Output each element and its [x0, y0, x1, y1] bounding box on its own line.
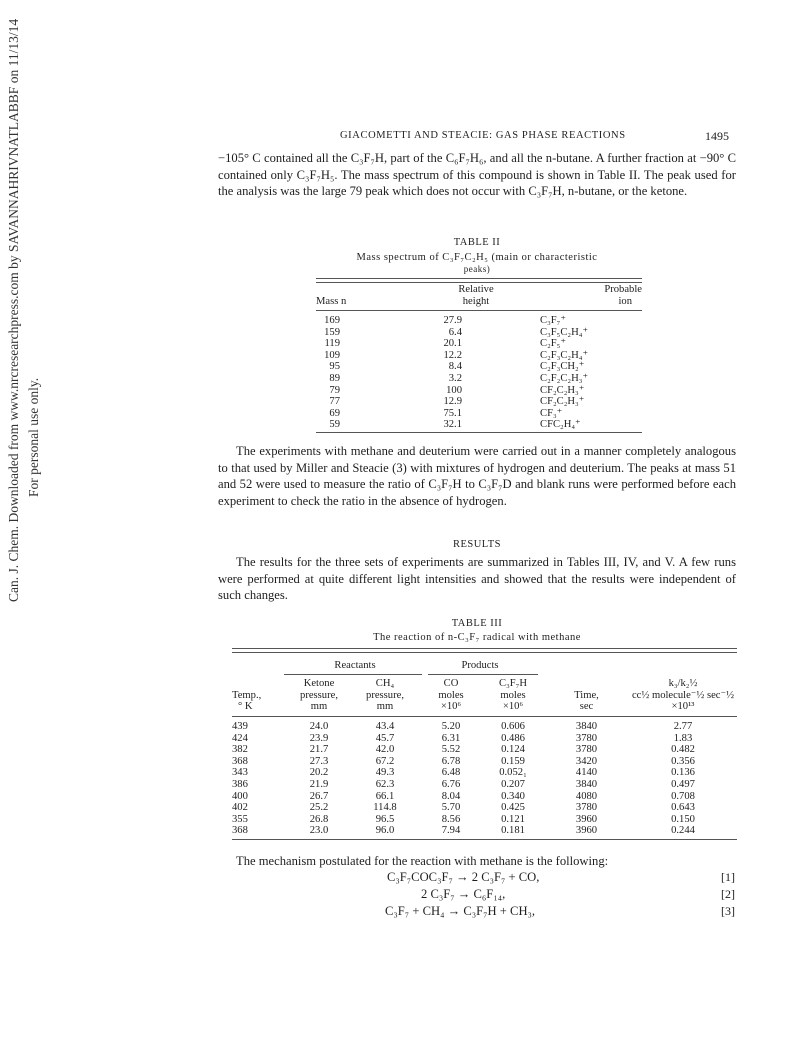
table3-cell-k: 0.482	[671, 744, 695, 756]
equation-2-number: [2]	[721, 887, 735, 901]
running-title: GIACOMETTI AND STEACIE: GAS PHASE REACTIONS	[340, 130, 626, 141]
table2-cell-height: 12.9	[443, 396, 462, 408]
table3-cell-co: 6.31	[441, 732, 461, 744]
paragraph-3-text: The results for the three sets of experiments are summarized in Tables III, IV, and V. A few runs were performed at quite different light intensities and showed that the results were independent of such changes.	[218, 555, 736, 603]
table3-cell-ketone: 26.8	[309, 813, 329, 825]
table2-cell-mass: 119	[324, 338, 340, 350]
table2-bottom-rule	[316, 432, 642, 433]
paragraph-3	[218, 554, 736, 604]
table3-cell-ketone: 21.9	[309, 778, 329, 790]
table3-cell-temp: 402	[232, 802, 248, 814]
table3-row	[232, 825, 737, 837]
download-notice-line1: Can. J. Chem. Downloaded from www.nrcresearchpress.com by SAVANNAHRIVNATLABBF on 11/13/14	[6, 18, 21, 602]
table3-h-ch4-3: mm	[376, 701, 394, 713]
table2-col-height-1: Relative	[458, 284, 494, 295]
table3-row	[232, 756, 737, 768]
table3-cell-k: 0.643	[671, 802, 695, 814]
table3-cell-ch4: 96.0	[375, 825, 395, 837]
table2-cell-ion: C₂F₃C₂H₄⁺	[540, 349, 589, 361]
table3-cell-k: 0.356	[671, 755, 695, 767]
table3-cell-c3f7h: 0.486	[501, 732, 525, 744]
table3-row	[232, 767, 737, 779]
table2-header-rule	[316, 310, 642, 311]
page-number: 1495	[705, 129, 729, 143]
table3-cell-time: 4140	[575, 767, 598, 779]
table3-cell-ketone: 23.0	[309, 825, 329, 837]
table3-h-ketone-3: mm	[310, 701, 328, 713]
table3-cell-ch4: 96.5	[375, 813, 395, 825]
table3-h-ketone-2: pressure,	[300, 689, 338, 701]
table3-cell-ch4: 42.0	[375, 744, 395, 756]
table3-cell-temp: 424	[232, 732, 248, 744]
table3-bottom-rule	[232, 839, 737, 840]
paragraph-1	[218, 150, 736, 200]
table2-header-row1	[316, 284, 642, 296]
table2-row	[316, 385, 588, 397]
table3-top-rule	[232, 648, 737, 653]
table3-h-co-1: CO	[443, 678, 459, 689]
table2-col-mass-blank	[316, 284, 426, 296]
table2-row	[316, 361, 588, 373]
table3-row	[232, 791, 737, 803]
table3-cell-c3f7h: 0.181	[501, 825, 525, 837]
table3-cell-time: 3840	[575, 778, 598, 790]
table3-row	[232, 802, 737, 814]
table3-h-k-3: ×10¹³	[671, 701, 695, 713]
table3-cell-ch4: 66.1	[375, 790, 395, 802]
table2-cell-ion: C₃F₅C₂H₄⁺	[540, 326, 589, 338]
table2-col-mass: Mass n	[316, 295, 347, 307]
table2-cell-ion: CF₂C₂H₃⁺	[540, 396, 585, 408]
table2-cell-height: 6.4	[448, 326, 462, 338]
table3-cell-co: 5.70	[441, 802, 461, 814]
table3-h-ch4-2: pressure,	[366, 689, 404, 701]
table2-cell-ion: CFC₂H₄⁺	[540, 419, 581, 431]
table3-cell-co: 5.52	[441, 744, 461, 756]
table3-group-products: Products	[461, 660, 499, 671]
table3-label: TABLE III	[451, 618, 503, 629]
table2-col-height-2: height	[462, 295, 490, 307]
table3-cell-k: 0.497	[671, 778, 695, 790]
table2-label: TABLE II	[453, 237, 501, 248]
table3-products-rule	[428, 674, 538, 675]
paragraph-2-text: The experiments with methane and deuterium were carried out in a manner completely analogous to that used by Miller and Steacie (3) with mixtures of hydrogen and deuterium. The peaks at mass 51 and 52 were used to measure the ratio of C₃F₇H to C₃F₇D and blank runs were performed before each experiment to check the ratio in the absence of hydrogen.	[218, 444, 736, 508]
table2-col-ion-2: ion	[618, 295, 632, 307]
table2-row	[316, 419, 588, 431]
table3-h-temp-blank	[232, 678, 288, 690]
table2	[316, 284, 642, 307]
table3-cell-temp: 400	[232, 790, 248, 802]
table3-cell-time: 3780	[575, 744, 598, 756]
paragraph-4	[218, 853, 736, 870]
table3-cell-time: 3960	[575, 825, 598, 837]
table3-group-reactants: Reactants	[334, 660, 376, 671]
table3-cell-k: 0.244	[671, 825, 695, 837]
table2-cell-height: 32.1	[443, 419, 462, 431]
table3-h-ch4-1: CH₄	[375, 678, 395, 689]
table3-cell-k: 0.136	[671, 767, 695, 779]
table2-row	[316, 338, 588, 350]
table3-cell-k: 0.708	[671, 790, 695, 802]
table2-cell-mass: 89	[329, 372, 340, 384]
table2-cell-height: 75.1	[443, 407, 462, 419]
table2-row	[316, 396, 588, 408]
table2-row	[316, 315, 588, 327]
table2-cell-mass: 77	[329, 396, 340, 408]
table3-cell-k: 0.150	[671, 813, 695, 825]
table2-cell-mass: 69	[329, 407, 340, 419]
table3-cell-k: 2.77	[673, 721, 693, 732]
table3-h-k-2: cc½ molecule⁻½ sec⁻½	[631, 689, 735, 701]
table2-cell-ion: C₂F₃CH₂⁺	[540, 361, 585, 373]
table3-cell-ketone: 21.7	[309, 744, 329, 756]
table2-cell-height: 27.9	[443, 315, 462, 326]
table3-cell-co: 6.48	[441, 767, 461, 779]
table2-cell-ion: CF₂C₂H₃⁺	[540, 384, 585, 396]
table3-cell-temp: 386	[232, 778, 248, 790]
table3-h-co-3: ×10⁶	[440, 701, 462, 713]
table3-cell-c3f7h: 0.340	[501, 790, 525, 802]
table3-cell-ketone: 26.7	[309, 790, 329, 802]
table3-cell-ch4: 114.8	[373, 802, 397, 814]
table3-cell-co: 6.78	[441, 755, 461, 767]
table3-caption: The reaction of n-C₃F₇ radical with methane	[373, 632, 581, 643]
table3-cell-co: 8.04	[441, 790, 461, 802]
table3-reactants-rule	[284, 674, 422, 675]
table2-row	[316, 327, 588, 339]
table3-cell-co: 7.94	[441, 825, 461, 837]
table3-body	[232, 721, 737, 837]
table2-body	[316, 315, 588, 431]
table3-row	[232, 721, 737, 733]
table2-cell-ion: CF₃⁺	[540, 407, 563, 419]
table3-cell-temp: 382	[232, 744, 248, 756]
table3-cell-k: 1.83	[673, 732, 693, 744]
table3-row	[232, 779, 737, 791]
table3-cell-c3f7h: 0.606	[501, 721, 525, 732]
table3-h-ketone-1: Ketone	[303, 678, 335, 689]
download-notice	[6, 19, 22, 602]
table3-h-c3f7h-3: ×10⁶	[502, 701, 524, 713]
paragraph-1-text: −105° C contained all the C₃F₇H, part of the C₆F₇H₆, and all the n-butane. A further fraction at −90° C contained only C₃F₇H₅. The mass spectrum of this compound is shown in Table II. The peak used for the analysis was the large 79 peak which does not occur with C₃F₇H, n-butane, or the ketone.	[218, 151, 736, 199]
table3-header	[232, 678, 737, 713]
table3-header-row1	[232, 678, 737, 690]
table3-cell-co: 5.20	[441, 721, 461, 732]
table3-cell-ketone: 24.0	[309, 721, 329, 732]
table3-cell-time: 3780	[575, 802, 598, 814]
table3-header-row2	[232, 690, 737, 702]
equation-3-number: [3]	[721, 904, 735, 918]
table3-cell-c3f7h: 0.124	[501, 744, 525, 756]
table3-row	[232, 733, 737, 745]
table3-cell-ketone: 25.2	[309, 802, 329, 814]
table3-row	[232, 814, 737, 826]
table3-h-c3f7h-2: moles	[500, 689, 526, 701]
table2-cell-height: 3.2	[448, 372, 462, 384]
table2-cell-height: 20.1	[443, 338, 462, 350]
table3-cell-c3f7h: 0.121	[501, 813, 525, 825]
table3-h-co-2: moles	[438, 689, 464, 701]
paragraph-2	[218, 443, 736, 509]
table3-h-time-blank	[544, 678, 629, 690]
table3-cell-c3f7h: 0.159	[501, 755, 525, 767]
table3-h-time-1: Time,	[574, 689, 599, 701]
equation-1-number: [1]	[721, 870, 735, 884]
table2-cell-mass: 159	[324, 326, 340, 338]
table3-cell-c3f7h: 0.052₁	[499, 767, 527, 779]
table3-cell-time: 3840	[575, 721, 598, 732]
table3-cell-ketone: 27.3	[309, 755, 329, 767]
table2-cell-ion: C₂F₂C₂H₃⁺	[540, 372, 589, 384]
table3-cell-temp: 355	[232, 813, 248, 825]
table3-row	[232, 744, 737, 756]
table3-cell-c3f7h: 0.207	[501, 778, 525, 790]
table3-cell-temp: 439	[232, 721, 248, 732]
results-heading: RESULTS	[452, 539, 502, 550]
equation-3: C₃F₇ + CH₄ → C₃F₇H + CH₃,	[385, 904, 536, 918]
table3-cell-ketone: 20.2	[309, 767, 329, 779]
table3-cell-ch4: 49.3	[375, 767, 395, 779]
table3-cell-ch4: 45.7	[375, 732, 395, 744]
table3-cell-c3f7h: 0.425	[501, 802, 525, 814]
table2-header-row2	[316, 296, 642, 308]
table3-h-time-2: sec	[579, 701, 594, 713]
equation-1: C₃F₇COC₃F₇ → 2 C₃F₇ + CO,	[387, 870, 540, 884]
table3-cell-co: 8.56	[441, 813, 461, 825]
table2-caption-line1: Mass spectrum of C₃F₇C₂H₅ (main or characteristic	[356, 252, 598, 263]
paragraph-4-text: The mechanism postulated for the reaction with methane is the following:	[236, 854, 609, 868]
table3-h-temp-2: ° K	[238, 701, 253, 713]
table2-cell-mass: 79	[329, 384, 340, 396]
table2-cell-ion: C₃F₇⁺	[540, 315, 566, 326]
table2-cell-height: 8.4	[448, 361, 462, 373]
table3-cell-ch4: 43.4	[375, 721, 395, 732]
table3-cell-ch4: 62.3	[375, 778, 395, 790]
table2-cell-height: 12.2	[443, 349, 462, 361]
table2-top-rule	[316, 278, 642, 283]
table2-row	[316, 408, 588, 420]
table3-header-row3	[232, 701, 737, 713]
table3-cell-ketone: 23.9	[309, 732, 329, 744]
table3-h-k-1: k₃/k₂½	[668, 678, 698, 689]
table3-cell-ch4: 67.2	[375, 755, 395, 767]
table2-cell-ion: C₂F₅⁺	[540, 338, 566, 350]
table2-col-ion-1: Probable	[604, 284, 642, 295]
download-notice-line2: For personal use only.	[26, 377, 41, 497]
table3-cell-time: 3780	[575, 732, 598, 744]
personal-use-notice	[26, 378, 42, 497]
table3-cell-temp: 343	[232, 767, 248, 779]
table3-cell-temp: 368	[232, 825, 248, 837]
table2-cell-mass: 59	[329, 419, 340, 431]
table2-row	[316, 373, 588, 385]
table3-cell-time: 4080	[575, 790, 598, 802]
table3-cell-time: 3960	[575, 813, 598, 825]
table3-cell-time: 3420	[575, 755, 598, 767]
table3-header-rule	[232, 716, 737, 717]
table2-cell-mass: 109	[324, 349, 340, 361]
table2-caption-line2: peaks)	[463, 264, 491, 274]
table2-cell-height: 100	[446, 384, 462, 396]
table3-h-temp-1: Temp.,	[232, 689, 262, 701]
table3-cell-co: 6.76	[441, 778, 461, 790]
table3-h-c3f7h-1: C₃F₇H	[499, 678, 527, 689]
table3-cell-temp: 368	[232, 755, 248, 767]
equation-2: 2 C₃F₇ → C₆F₁₄,	[421, 887, 506, 901]
table2-cell-mass: 169	[324, 315, 340, 326]
table2-cell-mass: 95	[329, 361, 340, 373]
table2-row	[316, 350, 588, 362]
